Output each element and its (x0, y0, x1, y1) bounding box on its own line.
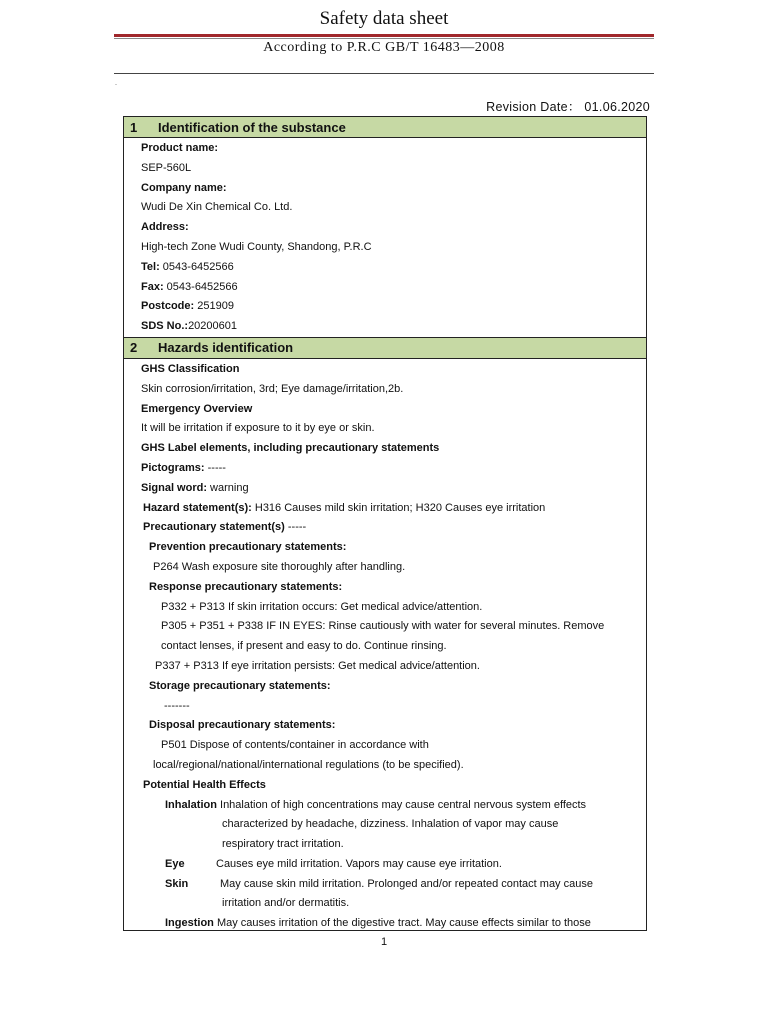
fax-line (124, 278, 646, 298)
header-rule-grey (114, 38, 654, 39)
p264-statement: P264 Wash exposure site thoroughly after handling. (153, 560, 406, 573)
company-name-value: Wudi De Xin Chemical Co. Ltd. (141, 201, 293, 214)
tel-value: 0543-6452566 (159, 260, 234, 273)
p337-statement: P337 + P313 If eye irritation persists: Get medical advice/attention. (155, 659, 480, 672)
skin-text-1: May cause skin mild irritation. Prolonged and/or repeated contact may cause (220, 877, 593, 890)
product-name-label: Product name: (141, 142, 219, 154)
precautionary-statement-label: Precautionary statement(s) (143, 521, 285, 534)
eye-line (124, 855, 646, 875)
sds-line (124, 317, 646, 337)
section-2-title: Hazards identification (158, 340, 294, 356)
pictograms-value: ----- (204, 461, 226, 474)
emergency-overview-value: It will be irritation if exposure to it by eye or skin. (141, 422, 375, 435)
fax-value: 0543-6452566 (163, 280, 238, 293)
section-2-body (124, 359, 646, 931)
document-title: Safety data sheet (319, 8, 449, 29)
header-rule-thin (114, 73, 654, 74)
address-value: High-tech Zone Wudi County, Shandong, P.R.C (141, 240, 372, 253)
hazard-statement-value: H316 Causes mild skin irritation; H320 Causes eye irritation (251, 501, 546, 514)
storage-label: Storage precautionary statements: (149, 679, 331, 692)
header-rule-red (114, 34, 654, 37)
skin-line-2: irritation and/or dermatitis. (222, 897, 350, 910)
ghs-label-elements: GHS Label elements, including precautionary statements (141, 442, 440, 455)
section-2-number: 2 (130, 340, 138, 356)
tel-line (124, 258, 646, 278)
section-1-title: Identification of the substance (158, 119, 346, 135)
p305-statement-line-1: P305 + P351 + P338 IF IN EYES: Rinse cautiously with water for several minutes. Remove (161, 620, 605, 633)
section-2-header (124, 337, 646, 359)
pictograms-line (124, 459, 646, 479)
inhalation-line-2: characterized by headache, dizziness. Inhalation of vapor may cause (222, 818, 559, 831)
p501-statement-line-2: local/regional/national/international regulations (to be specified). (153, 758, 464, 771)
signal-word-value: warning (207, 481, 249, 494)
signal-word-line (124, 479, 646, 499)
inhalation-label: Inhalation (165, 798, 217, 811)
inhalation-text-1: Inhalation of high concentrations may cause central nervous system effects (216, 798, 587, 811)
eye-label: Eye (165, 857, 185, 870)
p501-statement-line-1: P501 Dispose of contents/container in accordance with (161, 739, 429, 752)
hazard-statement-line (124, 499, 646, 519)
pictograms-label: Pictograms: (141, 461, 205, 474)
skin-line-1 (124, 875, 646, 895)
section-1-body (124, 138, 646, 337)
precautionary-statement-value: ----- (284, 521, 307, 534)
ingestion-label: Ingestion (165, 917, 214, 930)
revision-date: Revision Date： 01.06.2020 (486, 100, 650, 114)
prevention-label: Prevention precautionary statements: (149, 541, 347, 554)
disposal-label: Disposal precautionary statements: (149, 719, 336, 732)
skin-label: Skin (165, 877, 189, 890)
product-name-value: SEP-560L (141, 161, 192, 174)
document-subtitle: According to P.R.C GB/T 16483—2008 (263, 40, 505, 55)
section-1-number: 1 (130, 119, 138, 135)
header-mark: - (115, 82, 117, 88)
hazard-statement-label: Hazard statement(s): (143, 501, 252, 514)
ingestion-line (124, 914, 646, 931)
health-effects-label: Potential Health Effects (143, 778, 266, 791)
precautionary-statement-line (124, 518, 646, 538)
sds-label: SDS No.: (141, 320, 189, 333)
sds-value: 20200601 (188, 320, 238, 333)
ingestion-value: May causes irritation of the digestive tract. May cause effects similar to those (213, 917, 591, 930)
ghs-classification-value: Skin corrosion/irritation, 3rd; Eye damage/irritation,2b. (141, 382, 404, 395)
address-label: Address: (141, 221, 189, 234)
content-box (123, 116, 647, 931)
company-name-label: Company name: (141, 181, 227, 194)
response-label: Response precautionary statements: (149, 580, 343, 593)
emergency-overview-label: Emergency Overview (141, 402, 253, 415)
section-1-header (124, 117, 646, 138)
signal-word-label: Signal word: (141, 481, 207, 494)
inhalation-line-3: respiratory tract irritation. (222, 838, 344, 851)
inhalation-line-1 (124, 796, 646, 816)
page-number: 1 (380, 936, 388, 948)
eye-value: Causes eye mild irritation. Vapors may cause eye irritation. (216, 857, 502, 870)
tel-label: Tel: (141, 260, 160, 273)
postcode-value: 251909 (194, 300, 234, 313)
postcode-line (124, 297, 646, 317)
storage-value: ------- (164, 699, 190, 712)
p305-statement-line-2: contact lenses, if present and easy to do. Continue rinsing. (161, 640, 447, 653)
p332-statement: P332 + P313 If skin irritation occurs: Get medical advice/attention. (161, 600, 483, 613)
ghs-classification-label: GHS Classification (141, 362, 240, 375)
postcode-label: Postcode: (141, 300, 195, 313)
fax-label: Fax: (141, 280, 164, 293)
